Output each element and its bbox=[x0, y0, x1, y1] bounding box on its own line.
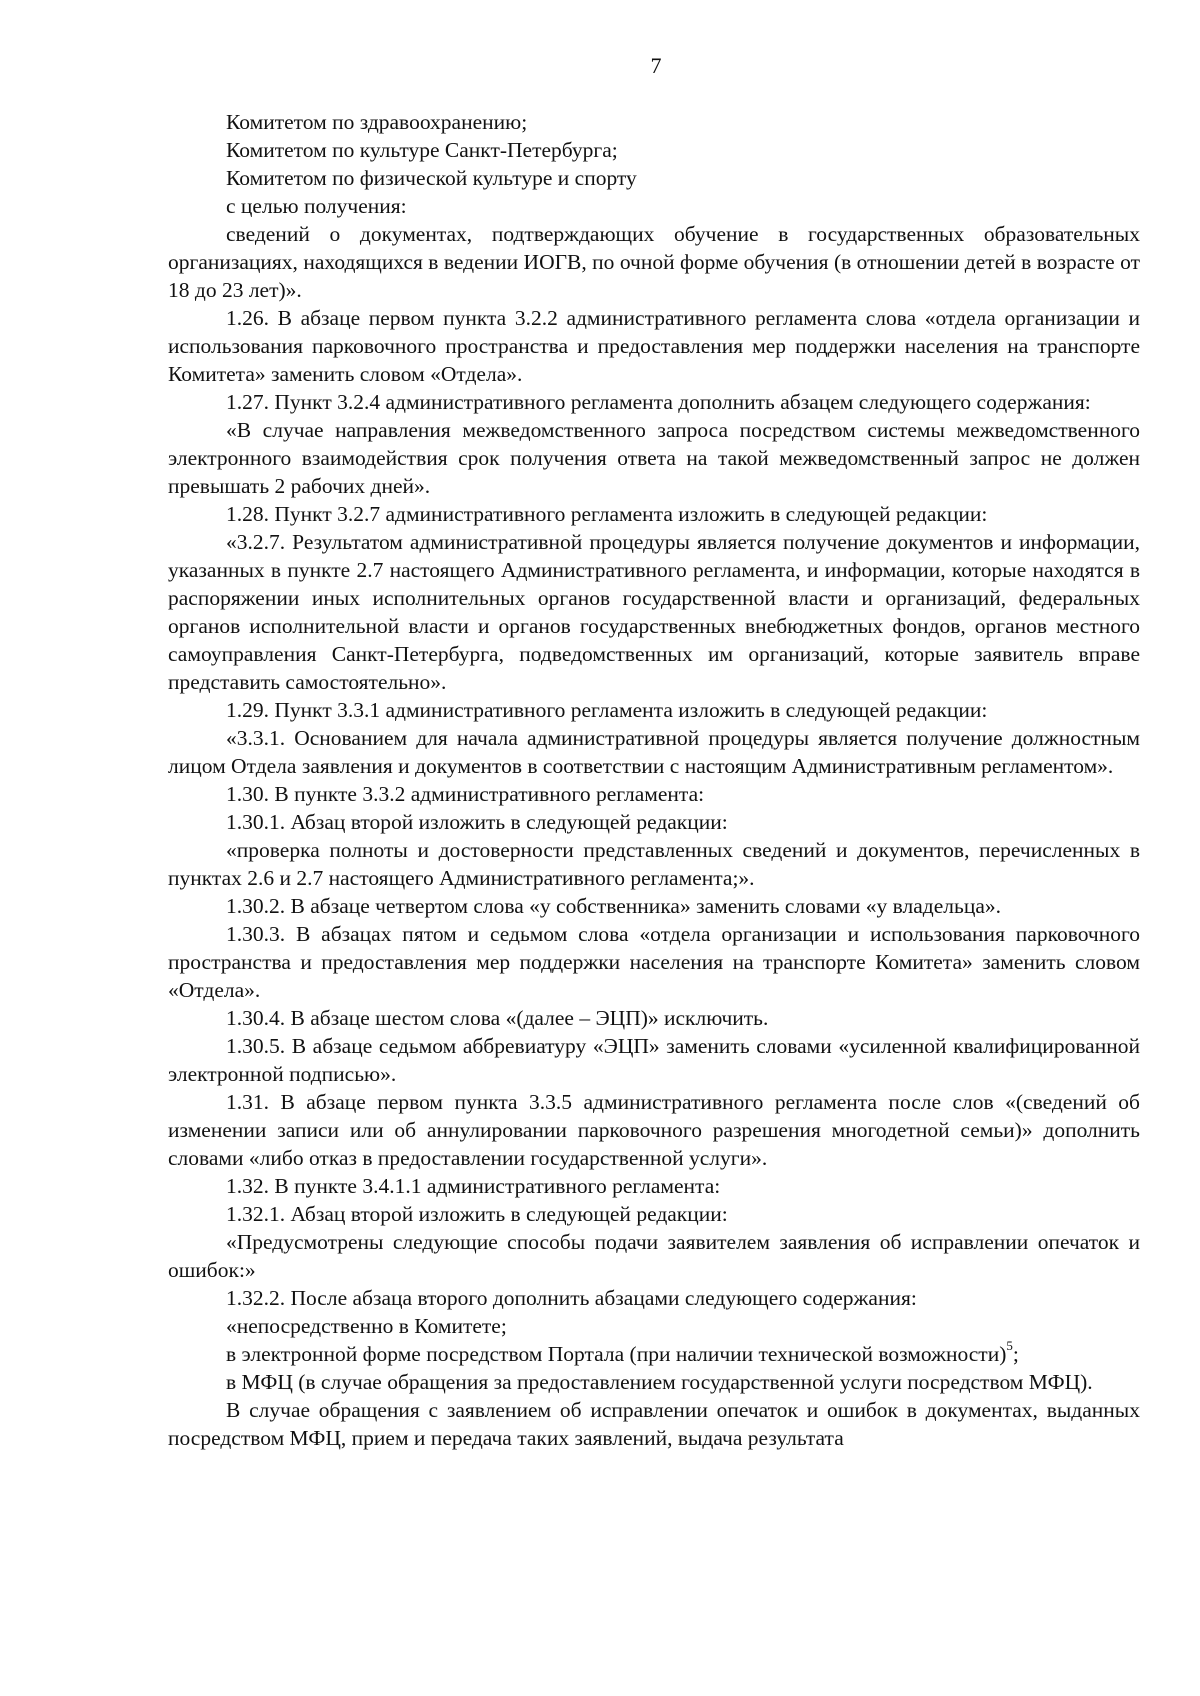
paragraph: 1.30.4. В абзаце шестом слова «(далее – ЭЦП)» исключить. bbox=[226, 1006, 769, 1030]
paragraph: «В случае направления межведомственного запроса посредством системы межведомственного электронного взаимодействия срок получения ответа на такой межведомственный запрос не должен превышать 2 рабочих дней». bbox=[168, 418, 1140, 498]
paragraph: с целью получения: bbox=[226, 194, 407, 218]
paragraph: «непосредственно в Комитете; bbox=[226, 1314, 507, 1338]
paragraph: 1.31. В абзаце первом пункта 3.3.5 административного регламента после слов «(сведений об изменении записи или об аннулировании парковочного разрешения многодетной семьи)» дополнить словами «либо отказ в предоставлении государственной услуги». bbox=[168, 1090, 1140, 1170]
paragraph-with-footnote bbox=[168, 1337, 1140, 1368]
document-body bbox=[168, 108, 1140, 1452]
paragraph: 1.28. Пункт 3.2.7 административного регламента изложить в следующей редакции: bbox=[226, 502, 988, 526]
paragraph: 1.30.1. Абзац второй изложить в следующей редакции: bbox=[226, 810, 728, 834]
paragraph: Комитетом по здравоохранению; bbox=[226, 110, 528, 134]
page-number: 7 bbox=[650, 53, 662, 78]
paragraph: 1.32.2. После абзаца второго дополнить абзацами следующего содержания: bbox=[226, 1286, 917, 1310]
paragraph: Комитетом по физической культуре и спорту bbox=[226, 166, 637, 190]
paragraph: 1.30. В пункте 3.3.2 административного регламента: bbox=[226, 782, 705, 806]
paragraph: «Предусмотрены следующие способы подачи заявителем заявления об исправлении опечаток и ошибок:» bbox=[168, 1230, 1140, 1282]
paragraph: сведений о документах, подтверждающих обучение в государственных образовательных организациях, находящихся в ведении ИОГВ, по очной форме обучения (в отношении детей в возрасте от 18 до 23 лет)». bbox=[168, 222, 1140, 302]
footnote-mark: 5 bbox=[1006, 1337, 1013, 1353]
paragraph: 1.27. Пункт 3.2.4 административного регламента дополнить абзацем следующего содержания: bbox=[226, 390, 1091, 414]
paragraph: 1.30.2. В абзаце четвертом слова «у собственника» заменить словами «у владельца». bbox=[226, 894, 1001, 918]
paragraph: 1.26. В абзаце первом пункта 3.2.2 административного регламента слова «отдела организации и использования парковочного пространства и предоставления мер поддержки населения на транспорте Комитета» заменить словом «Отдела». bbox=[168, 306, 1140, 386]
paragraph-tail: ; bbox=[1012, 1342, 1019, 1366]
paragraph: «3.3.1. Основанием для начала административной процедуры является получение должностным лицом Отдела заявления и документов в соответствии с настоящим Административным регламентом». bbox=[168, 726, 1140, 778]
paragraph: Комитетом по культуре Санкт-Петербурга; bbox=[226, 138, 618, 162]
paragraph-text: в электронной форме посредством Портала (при наличии технической возможности) bbox=[226, 1342, 1007, 1366]
paragraph: 1.29. Пункт 3.3.1 административного регламента изложить в следующей редакции: bbox=[226, 698, 988, 722]
paragraph: В случае обращения с заявлением об исправлении опечаток и ошибок в документах, выданных посредством МФЦ, прием и передача таких заявлений, выдача результата bbox=[168, 1398, 1140, 1450]
paragraph: 1.30.3. В абзацах пятом и седьмом слова «отдела организации и использования парковочного пространства и предоставления мер поддержки населения на транспорте Комитета» заменить словом «Отдела». bbox=[168, 922, 1140, 1002]
paragraph: 1.32. В пункте 3.4.1.1 административного регламента: bbox=[226, 1174, 721, 1198]
paragraph: «3.2.7. Результатом административной процедуры является получение документов и информации, указанных в пункте 2.7 настоящего Административного регламента, и информации, которые находятся в распоряжении иных исполнительных органов государственной власти и организаций, федеральных органов исполнительной власти и органов государственных внебюджетных фондов, органов местного самоуправления Санкт-Петербурга, подведомственных им организаций, которые заявитель вправе представить самостоятельно». bbox=[168, 530, 1140, 694]
paragraph: «проверка полноты и достоверности представленных сведений и документов, перечисленных в пунктах 2.6 и 2.7 настоящего Административного регламента;». bbox=[168, 838, 1140, 890]
paragraph: 1.32.1. Абзац второй изложить в следующей редакции: bbox=[226, 1202, 728, 1226]
paragraph: 1.30.5. В абзаце седьмом аббревиатуру «ЭЦП» заменить словами «усиленной квалифицированной электронной подписью». bbox=[168, 1034, 1140, 1086]
paragraph: в МФЦ (в случае обращения за предоставлением государственной услуги посредством МФЦ). bbox=[226, 1370, 1093, 1394]
